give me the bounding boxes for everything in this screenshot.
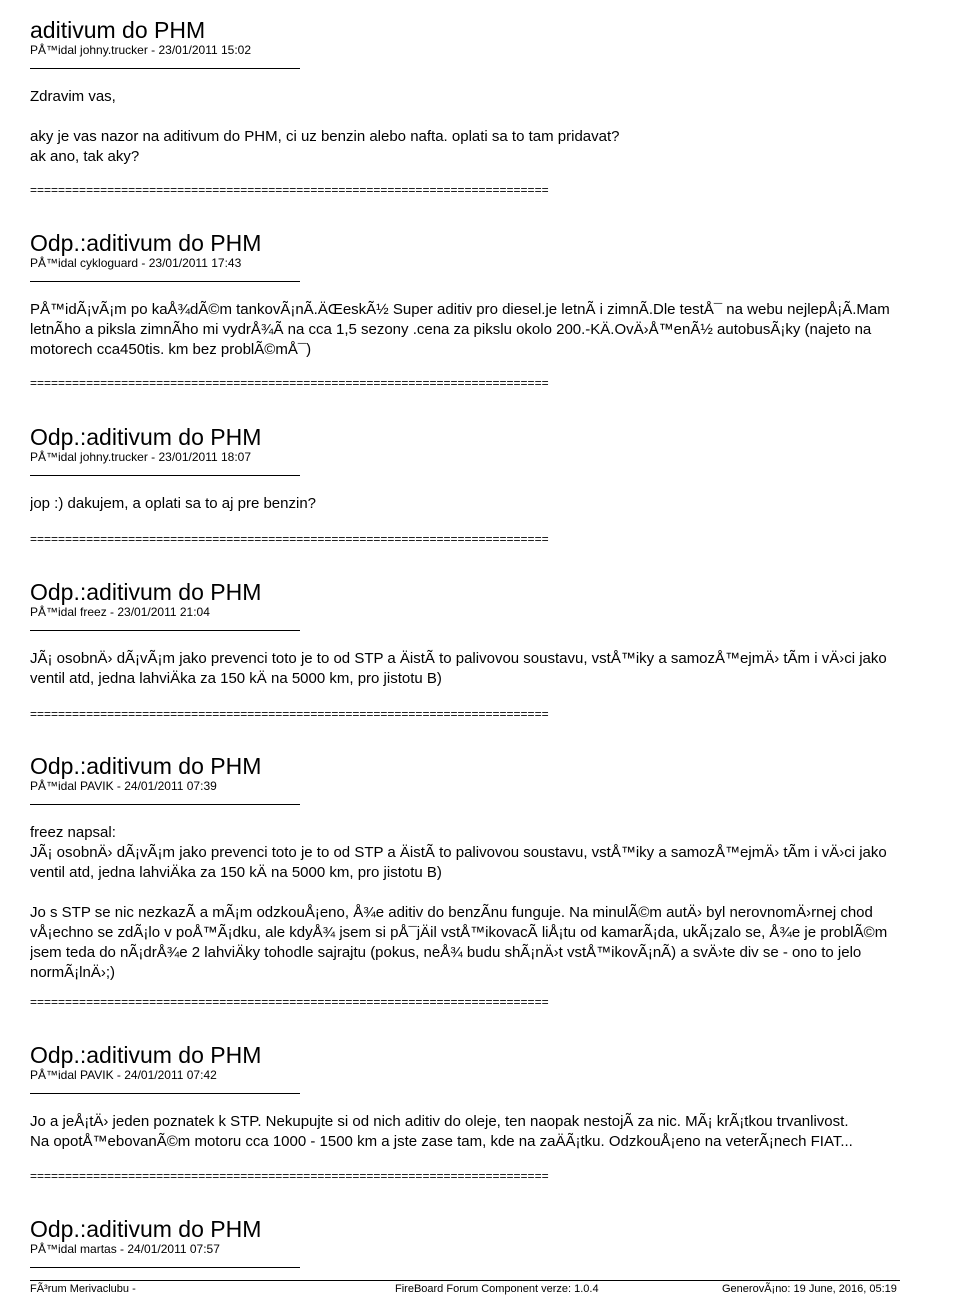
post-6 <box>30 1042 960 1152</box>
post-body <box>30 87 960 167</box>
body-line: ventil atd, jedna lahviÄka za 150 kÄ na 5000 km, pro jistotu B) <box>30 670 442 687</box>
meta-divider <box>30 804 300 805</box>
post-title: Odp.:aditivum do PHM <box>30 1042 262 1068</box>
post-1 <box>30 17 960 167</box>
post-meta: PÅ™idal johny.trucker - 23/01/2011 15:02 <box>30 43 252 57</box>
body-line: ak ano, tak aky? <box>30 148 140 165</box>
meta-divider <box>30 1093 300 1094</box>
footer-generated-date: GenerovÃ¡no: 19 June, 2016, 05:19 <box>722 1283 897 1295</box>
post-body <box>30 300 960 360</box>
post-title: Odp.:aditivum do PHM <box>30 579 262 605</box>
post-body <box>30 649 960 689</box>
post-title: Odp.:aditivum do PHM <box>30 424 262 450</box>
body-line <box>30 883 960 903</box>
post-separator: ========================================================================== <box>30 532 549 546</box>
body-line: PÅ™idÃ¡vÃ¡m po kaÅ¾dÃ©m tankovÃ¡nÃ.ÄŒeskÃ½ Super aditiv pro diesel.je letnÃ i zimnÃ.Dle testÅ¯ na webu nejlepÅ¡Ã.Mam <box>30 301 890 318</box>
body-line: JÃ¡ osobnÄ› dÃ¡vÃ¡m jako prevenci toto je to od STP a ÄistÃ to palivovou soustavu, vstÅ™iky a samozÅ™ejmÄ› tÃm i vÄ›ci jako <box>30 650 887 667</box>
body-line: motorech cca450tis. km bez problÃ©mÅ¯) <box>30 341 312 358</box>
post-3 <box>30 424 960 514</box>
post-7 <box>30 1216 960 1268</box>
post-separator: ========================================================================== <box>30 1169 549 1183</box>
meta-divider <box>30 68 300 69</box>
body-line: aky je vas nazor na aditivum do PHM, ci uz benzin alebo nafta. oplati sa to tam pridavat? <box>30 128 620 145</box>
post-body <box>30 494 960 514</box>
post-title: Odp.:aditivum do PHM <box>30 753 262 779</box>
body-line: jop :) dakujem, a oplati sa to aj pre benzin? <box>30 495 317 512</box>
body-line: letnÃho a piksla zimnÃho mi vydrÅ¾Ã na cca 1,5 sezony .cena za pikslu okolo 200.-KÄ.OvÄ›Å™enÃ½ autobusÃ¡ky (najeto na <box>30 321 872 338</box>
post-separator: ========================================================================== <box>30 707 549 721</box>
post-meta: PÅ™idal freez - 23/01/2011 21:04 <box>30 605 210 619</box>
footer-component-version: FireBoard Forum Component verze: 1.0.4 <box>395 1283 599 1295</box>
post-meta: PÅ™idal PAVIK - 24/01/2011 07:39 <box>30 779 217 793</box>
post-4 <box>30 579 960 689</box>
post-5 <box>30 753 960 983</box>
body-line: Na opotÅ™ebovanÃ©m motoru cca 1000 - 1500 km a jste zase tam, kde na zaÄÃ¡tku. OdzkouÅ¡eno na veterÃ¡nech FIAT... <box>30 1133 853 1150</box>
body-line: Jo a jeÅ¡tÄ› jeden poznatek k STP. Nekupujte si od nich aditiv do oleje, ten naopak nestojÃ za nic. MÃ¡ krÃ¡tkou trvanlivost. <box>30 1113 849 1130</box>
post-meta: PÅ™idal PAVIK - 24/01/2011 07:42 <box>30 1068 217 1082</box>
post-body <box>30 1112 960 1152</box>
post-body <box>30 823 960 983</box>
post-separator: ========================================================================== <box>30 995 549 1009</box>
meta-divider <box>30 475 300 476</box>
meta-divider <box>30 630 300 631</box>
post-title: aditivum do PHM <box>30 17 206 43</box>
meta-divider <box>30 1267 300 1268</box>
post-separator: ========================================================================== <box>30 183 549 197</box>
body-line: ventil atd, jedna lahviÄka za 150 kÄ na 5000 km, pro jistotu B) <box>30 864 442 881</box>
page-footer <box>0 1280 960 1297</box>
body-line: jsem teda do nÃ¡drÅ¾e 2 lahviÄky tohodle sajrajtu (pokus, neÅ¾ budu shÃ¡nÄ›t vstÅ™ikovÃ¡nÃ) a svÄ›te div se - ono to jelo <box>30 944 862 961</box>
body-line <box>30 107 960 127</box>
body-line: vÅ¡echno se zdÃ¡lo v poÅ™Ã¡dku, ale kdyÅ¾ jsem si pÅ¯jÄil vstÅ™ikovacÃ liÅ¡tu od kamarÃ¡da, ukÃ¡zalo se, Å¾e je problÃ©m <box>30 924 888 941</box>
post-meta: PÅ™idal martas - 24/01/2011 07:57 <box>30 1242 220 1256</box>
post-title: Odp.:aditivum do PHM <box>30 1216 262 1242</box>
body-line: Jo s STP se nic nezkazÃ a mÃ¡m odzkouÅ¡eno, Å¾e aditiv do benzÃnu funguje. Na minulÃ©m autÄ› byl nerovnomÄ›rnej chod <box>30 904 873 921</box>
post-2 <box>30 230 960 360</box>
footer-divider <box>30 1280 900 1281</box>
post-meta: PÅ™idal cykloguard - 23/01/2011 17:43 <box>30 256 242 270</box>
body-line: normÃ¡lnÄ›;) <box>30 964 116 981</box>
body-line: Zdravim vas, <box>30 88 116 105</box>
footer-forum-name: FÃ³rum Merivaclubu - <box>30 1283 136 1295</box>
post-title: Odp.:aditivum do PHM <box>30 230 262 256</box>
post-meta: PÅ™idal johny.trucker - 23/01/2011 18:07 <box>30 450 252 464</box>
post-separator: ========================================================================== <box>30 376 549 390</box>
meta-divider <box>30 281 300 282</box>
body-line: freez napsal: <box>30 824 116 841</box>
body-line: JÃ¡ osobnÄ› dÃ¡vÃ¡m jako prevenci toto je to od STP a ÄistÃ to palivovou soustavu, vstÅ™iky a samozÅ™ejmÄ› tÃm i vÄ›ci jako <box>30 844 887 861</box>
